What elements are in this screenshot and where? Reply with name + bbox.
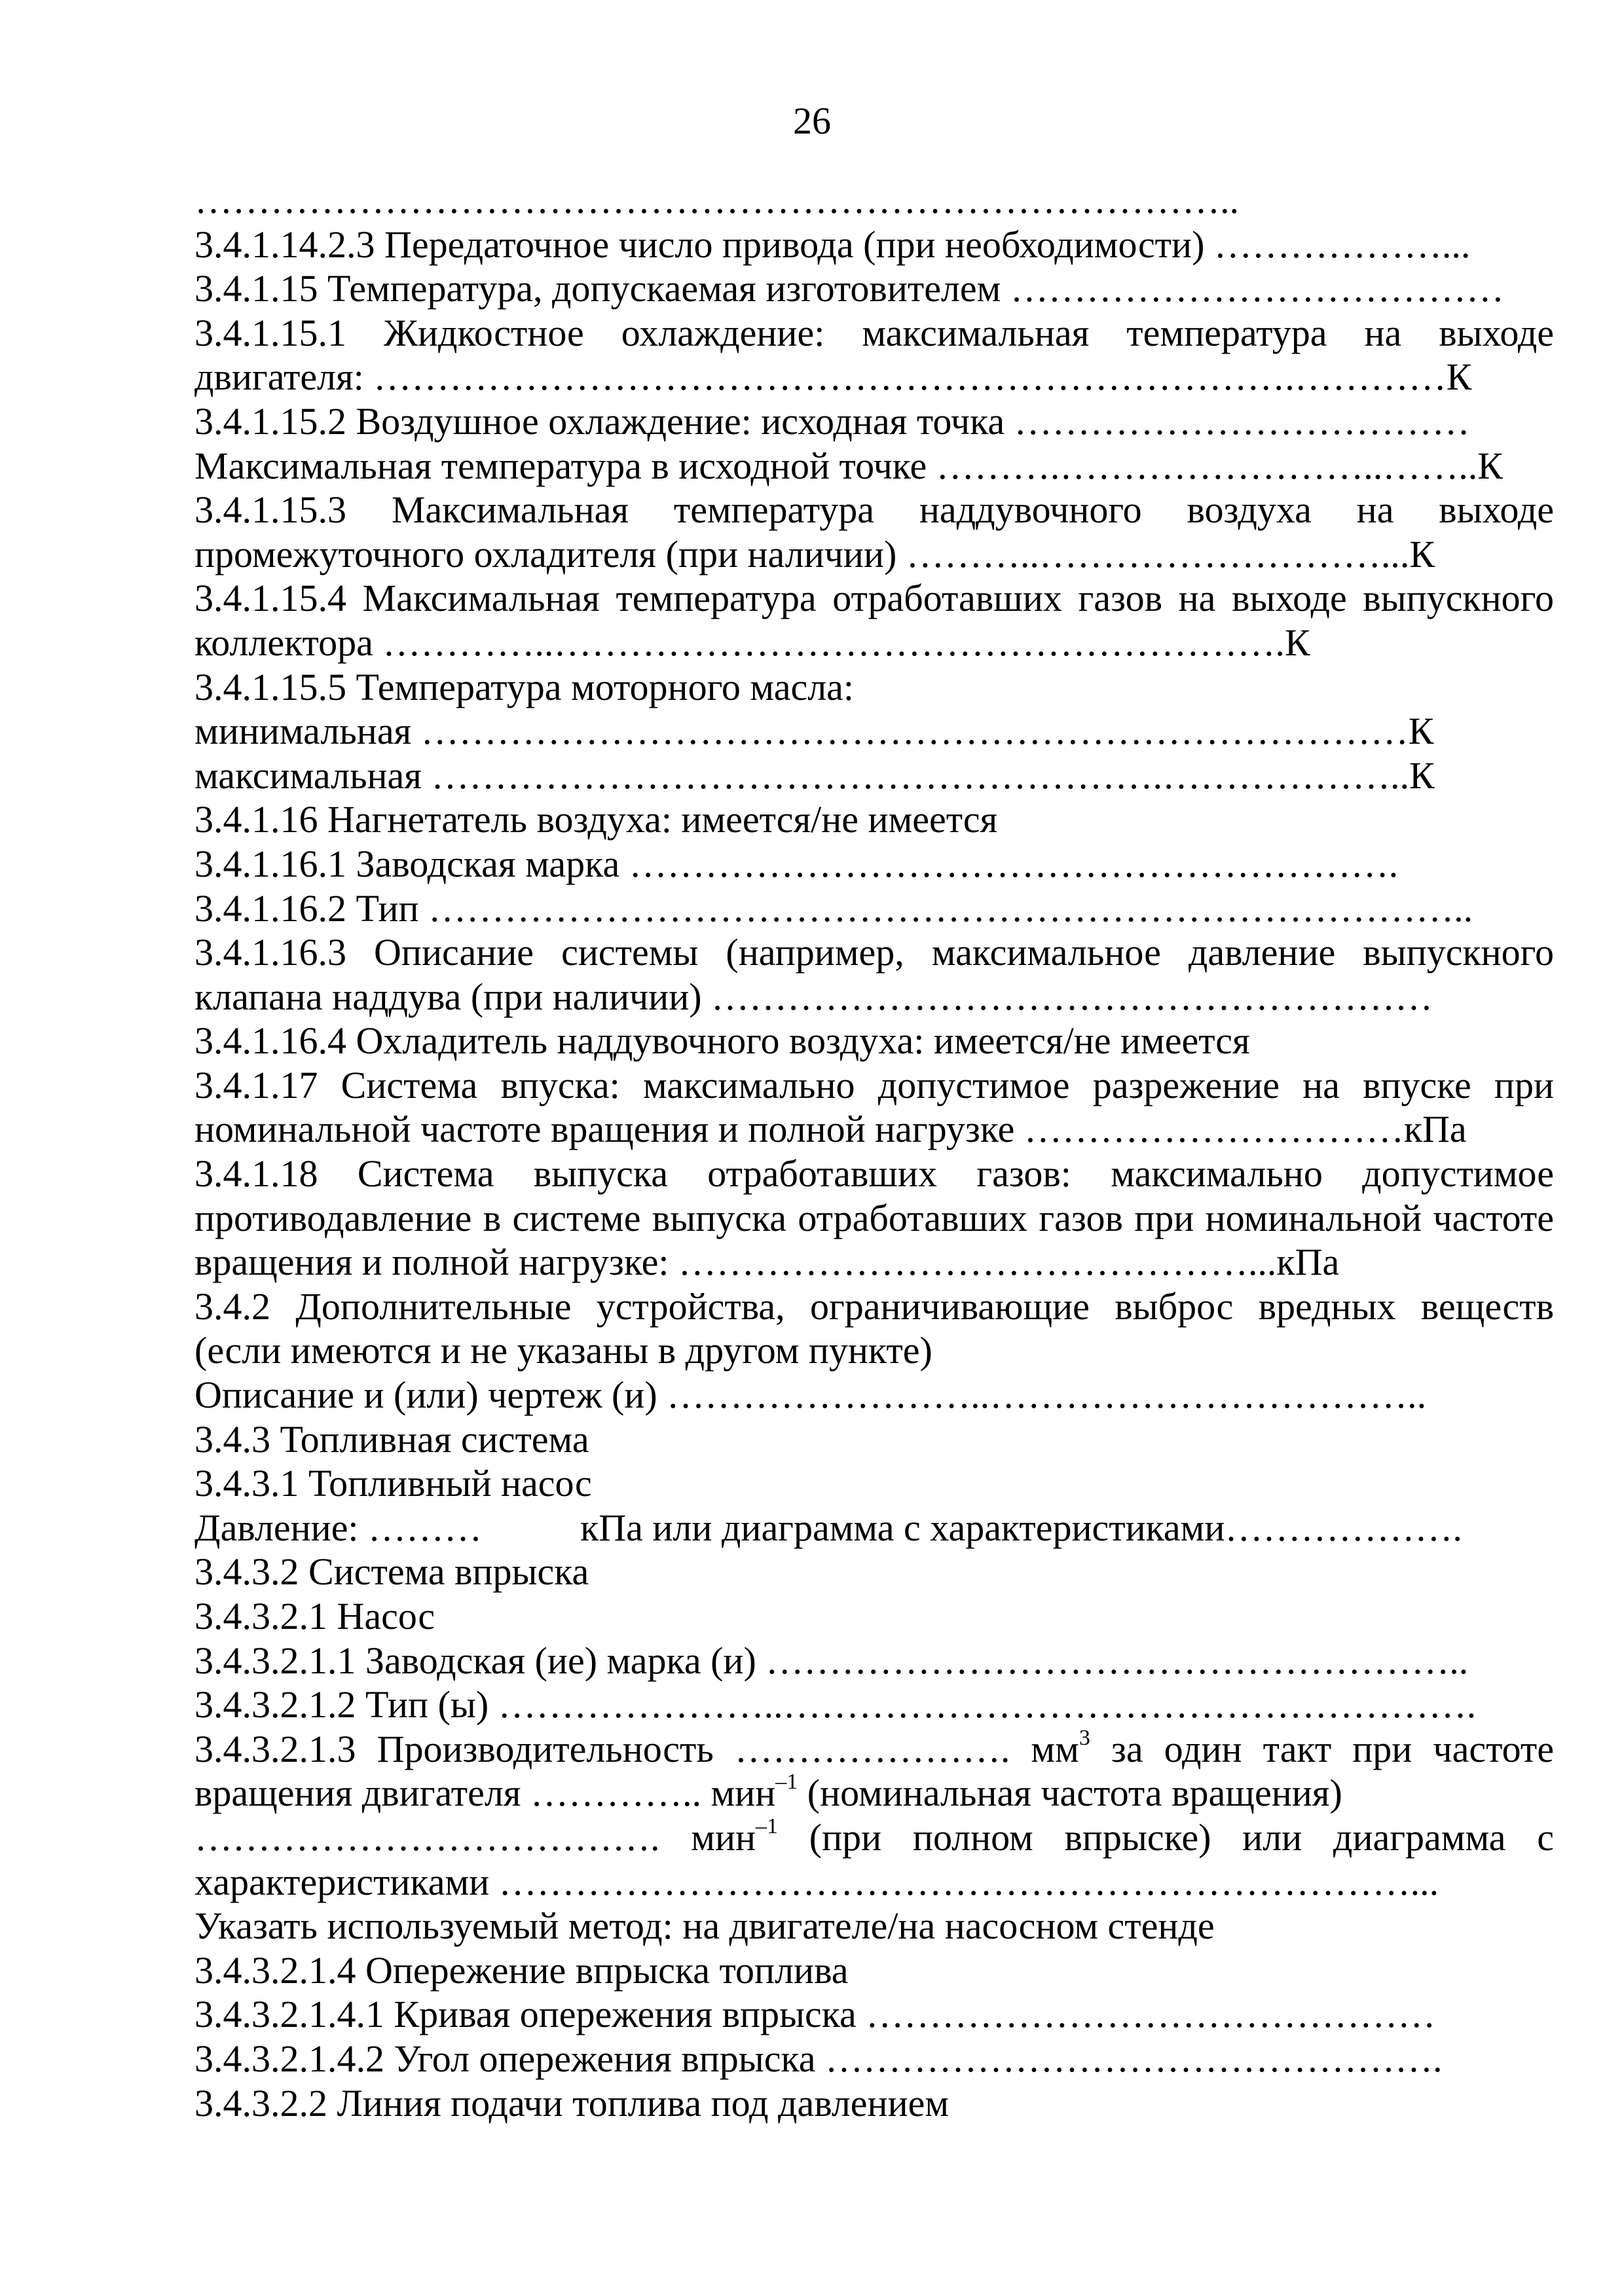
text-line-productivity bbox=[194, 1727, 1554, 1772]
pressure-unit-text: кПа или диаграмма с характеристиками………………. bbox=[580, 1506, 1462, 1549]
text-line-full-injection bbox=[194, 1815, 1554, 1860]
text-line: 3.4.3.2.1.2 Тип (ы) …………………..………………………………………………. bbox=[194, 1683, 1477, 1726]
superscript: –1 bbox=[756, 1815, 779, 1838]
text-line-rpm bbox=[194, 1771, 1554, 1815]
text-line: максимальная ………………………………………………….………………..К bbox=[194, 754, 1435, 797]
rpm-text-tail: (номинальная частота вращения) bbox=[798, 1772, 1342, 1815]
text-line: 3.4.3.2.1.4.2 Угол опережения впрыска …………………………………………. bbox=[194, 2037, 1443, 2080]
full-injection-text-tail: (при полном впрыске) или диаграмма с bbox=[778, 1815, 1554, 1859]
text-paragraph: 3.4.2 Дополнительные устройства, ограничивающие выброс вредных веществ (если имеются и не указаны в другом пункте) bbox=[194, 1285, 1554, 1372]
text-paragraph: 3.4.1.15.1 Жидкостное охлаждение: максимальная температура на выходе двигателя: ……………………………………………………………….…………К bbox=[194, 311, 1554, 399]
text-line: 3.4.3.2.1.1 Заводская (ие) марка (и) ……………………………………………….. bbox=[194, 1639, 1469, 1682]
text-line: 3.4.3.2.1 Насос bbox=[194, 1595, 435, 1637]
text-line: минимальная ……………………………………………………………………К bbox=[194, 710, 1434, 753]
text-line: 3.4.1.16.2 Тип ……………………………………………………………………….. bbox=[194, 886, 1473, 930]
superscript: –1 bbox=[775, 1771, 798, 1795]
text-line-pressure bbox=[194, 1506, 1554, 1550]
text-line: 3.4.1.14.2.3 Передаточное число привода (при необходимости) ………………... bbox=[194, 223, 1471, 266]
text-line: 3.4.3.1 Топливный насос bbox=[194, 1462, 592, 1505]
text-line: Описание и (или) чертеж (и) ……………………..…………………………….. bbox=[194, 1374, 1427, 1417]
text-line: 3.4.3.2.2 Линия подачи топлива под давлением bbox=[194, 2081, 950, 2124]
text-paragraph: 3.4.1.17 Система впуска: максимально допустимое разрежение на впуске при номинальной частоте вращения и полной нагрузке …………………………кПа bbox=[194, 1063, 1554, 1151]
text-line: 3.4.1.15.2 Воздушное охлаждение: исходная точка ……………………………… bbox=[194, 399, 1470, 443]
text-line: 3.4.3.2 Система впрыска bbox=[194, 1550, 589, 1594]
full-injection-text: ………………………………. мин bbox=[194, 1815, 756, 1859]
rpm-text: вращения двигателя ………….. мин bbox=[194, 1772, 776, 1815]
document-body bbox=[194, 178, 1554, 2125]
text-line: 3.4.1.16 Нагнетатель воздуха: имеется/не имеется bbox=[194, 798, 998, 841]
superscript: 3 bbox=[1079, 1726, 1090, 1750]
productivity-text-tail: за один такт при частоте bbox=[1090, 1727, 1554, 1770]
text-line: Максимальная температура в исходной точке ……….……………………..……..К bbox=[194, 444, 1503, 487]
text-line: ……………………………………………………………………….. bbox=[194, 179, 1239, 221]
text-paragraph: 3.4.1.15.3 Максимальная температура наддувочного воздуха на выходе промежуточного охладителя (при наличии) ………..………………………...К bbox=[194, 488, 1554, 575]
text-line: 3.4.3 Топливная система bbox=[194, 1417, 589, 1461]
text-line: Указать используемый метод: на двигателе/на насосном стенде bbox=[194, 1904, 1215, 1948]
text-line: характеристиками ………………………………………………………………... bbox=[194, 1860, 1439, 1903]
text-paragraph: 3.4.1.16.3 Описание системы (например, максимальное давление выпускного клапана наддува (при наличии) ………………………………………………… bbox=[194, 931, 1554, 1018]
text-line: 3.4.3.2.1.4 Опережение впрыска топлива bbox=[194, 1948, 849, 1992]
text-paragraph: 3.4.1.15.4 Максимальная температура отработавших газов на выходе выпускного коллектора …………..………………………………………………….К bbox=[194, 577, 1554, 664]
text-paragraph: 3.4.1.18 Система выпуска отработавших газов: максимально допустимое противодавление в системе выпуска отработавших газов при номинальной частоте вращения и полной нагрузке: ………………………………………...кПа bbox=[194, 1152, 1554, 1284]
pressure-label: Давление: ……… bbox=[194, 1506, 483, 1549]
page-number: 26 bbox=[793, 100, 831, 142]
text-line: 3.4.1.16.4 Охладитель наддувочного воздуха: имеется/не имеется bbox=[194, 1019, 1250, 1063]
text-line: 3.4.1.15.5 Температура моторного масла: bbox=[194, 665, 855, 708]
text-line: 3.4.1.16.1 Заводская марка ……………………………………………………. bbox=[194, 842, 1399, 885]
text-line: 3.4.1.15 Температура, допускаемая изготовителем ………………………………… bbox=[194, 267, 1504, 310]
text-line: 3.4.3.2.1.4.1 Кривая опережения впрыска ……………………………………… bbox=[194, 1993, 1436, 2036]
productivity-text: 3.4.3.2.1.3 Производительность …………………. мм bbox=[194, 1727, 1079, 1770]
